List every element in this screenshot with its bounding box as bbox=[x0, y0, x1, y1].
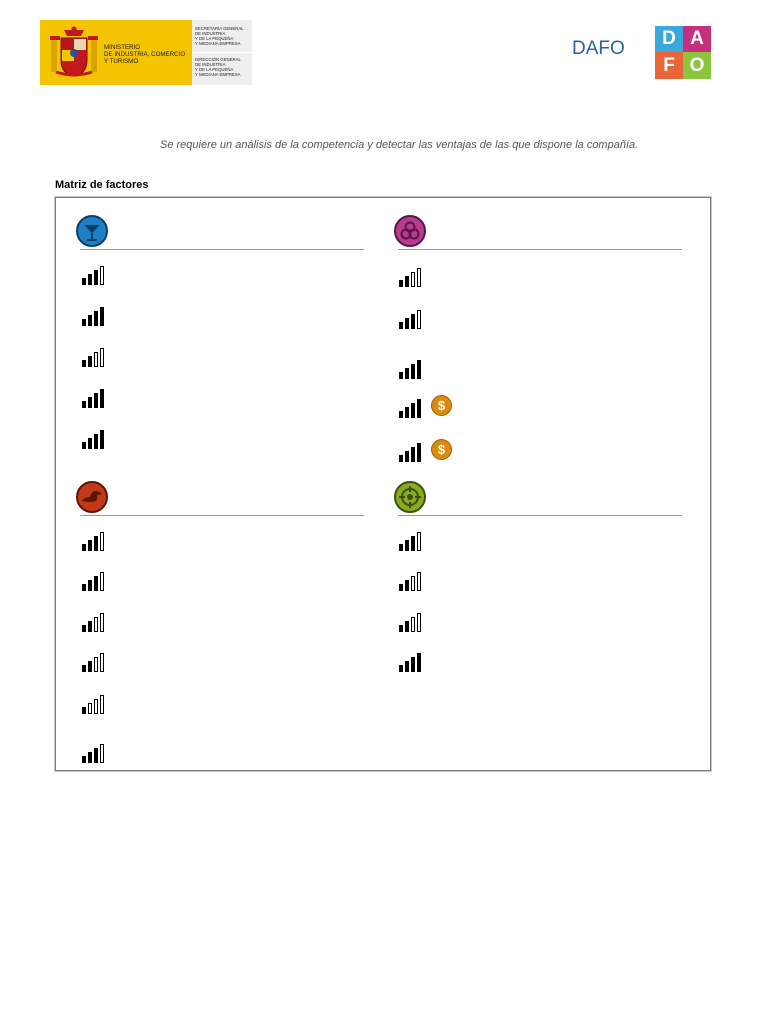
signal-bar bbox=[82, 278, 86, 285]
coin-symbol: $ bbox=[437, 398, 446, 413]
signal-bar bbox=[417, 653, 421, 672]
section-divider bbox=[398, 515, 682, 516]
signal-bars-icon bbox=[399, 442, 427, 462]
signal-bar bbox=[100, 744, 104, 763]
signal-bar bbox=[94, 393, 98, 408]
signal-bars-icon bbox=[82, 612, 110, 632]
signal-bar bbox=[411, 447, 415, 462]
signal-bar bbox=[82, 360, 86, 367]
signal-bar bbox=[82, 756, 86, 763]
ministry-name: MINISTERIO DE INDUSTRIA, COMERCIO Y TURISMO bbox=[104, 44, 186, 65]
signal-bar bbox=[82, 665, 86, 672]
signal-bar bbox=[417, 532, 421, 551]
signal-bar bbox=[405, 451, 409, 462]
signal-bars-icon bbox=[399, 531, 427, 551]
signal-bar bbox=[82, 401, 86, 408]
signal-bar bbox=[405, 276, 409, 287]
signal-bar bbox=[88, 752, 92, 763]
signal-bar bbox=[411, 657, 415, 672]
signal-bar bbox=[417, 613, 421, 632]
signal-bar bbox=[405, 580, 409, 591]
signal-bars-icon bbox=[399, 571, 427, 591]
signal-bar bbox=[399, 584, 403, 591]
page-title: DAFO bbox=[572, 38, 625, 59]
signal-bar bbox=[94, 657, 98, 672]
signal-bar bbox=[405, 407, 409, 418]
signal-bar bbox=[88, 540, 92, 551]
signal-bar bbox=[88, 397, 92, 408]
signal-bars-icon bbox=[82, 743, 110, 763]
signal-bar bbox=[88, 315, 92, 326]
signal-bar bbox=[411, 272, 415, 287]
matrix-label: Matriz de factores bbox=[55, 179, 149, 191]
signal-bars-icon bbox=[399, 267, 427, 287]
signal-bars-icon bbox=[82, 694, 110, 714]
signal-bars-icon bbox=[82, 306, 110, 326]
coin-icon bbox=[431, 439, 452, 460]
signal-bar bbox=[100, 653, 104, 672]
signal-bar bbox=[399, 411, 403, 418]
signal-bar bbox=[399, 280, 403, 287]
signal-bar bbox=[411, 364, 415, 379]
signal-bars-icon bbox=[399, 309, 427, 329]
signal-bar bbox=[399, 625, 403, 632]
signal-bar bbox=[417, 443, 421, 462]
signal-bar bbox=[411, 617, 415, 632]
signal-bar bbox=[405, 540, 409, 551]
signal-bar bbox=[411, 536, 415, 551]
signal-bars-icon bbox=[399, 398, 427, 418]
signal-bar bbox=[100, 572, 104, 591]
signal-bar bbox=[82, 584, 86, 591]
signal-bar bbox=[88, 438, 92, 449]
signal-bar bbox=[411, 576, 415, 591]
signal-bar bbox=[417, 360, 421, 379]
coin-symbol: $ bbox=[437, 442, 446, 457]
divider bbox=[192, 52, 252, 53]
signal-bar bbox=[94, 576, 98, 591]
signal-bar bbox=[100, 430, 104, 449]
factor-matrix bbox=[55, 197, 711, 771]
dafo-logo-letter-o: O bbox=[683, 52, 711, 79]
signal-bar bbox=[94, 617, 98, 632]
signal-bar bbox=[100, 307, 104, 326]
signal-bar bbox=[94, 434, 98, 449]
signal-bars-icon bbox=[82, 347, 110, 367]
signal-bar bbox=[411, 403, 415, 418]
flexed-arm-icon bbox=[76, 481, 108, 513]
signal-bar bbox=[88, 580, 92, 591]
signal-bar bbox=[88, 356, 92, 367]
dafo-logo bbox=[655, 26, 711, 79]
signal-bar bbox=[94, 536, 98, 551]
government-logo bbox=[40, 20, 252, 85]
signal-bars-icon bbox=[82, 571, 110, 591]
cocktail-glass-icon bbox=[76, 215, 108, 247]
dafo-logo-letter-d: D bbox=[655, 26, 683, 52]
signal-bar bbox=[405, 621, 409, 632]
signal-bars-icon bbox=[82, 652, 110, 672]
signal-bars-icon bbox=[399, 612, 427, 632]
ministry-logo-block bbox=[40, 20, 192, 85]
secretaria-block bbox=[192, 20, 252, 85]
signal-bar bbox=[88, 661, 92, 672]
signal-bar bbox=[399, 322, 403, 329]
secretaria-text: SECRETARÍA GENERAL DE INDUSTRIA Y DE LA PEQUEÑA Y MEDIANA EMPRESA bbox=[195, 26, 244, 46]
signal-bar bbox=[88, 621, 92, 632]
coin-icon bbox=[431, 395, 452, 416]
signal-bar bbox=[100, 613, 104, 632]
signal-bar bbox=[399, 455, 403, 462]
signal-bar bbox=[82, 707, 86, 714]
dafo-logo-letter-a: A bbox=[683, 26, 711, 52]
signal-bar bbox=[100, 348, 104, 367]
signal-bar bbox=[100, 532, 104, 551]
intro-text: Se requiere un análisis de la competencia y detectar las ventajas de las que dispone la compañía. bbox=[160, 139, 639, 151]
signal-bar bbox=[82, 319, 86, 326]
signal-bar bbox=[399, 544, 403, 551]
signal-bars-icon bbox=[82, 429, 110, 449]
signal-bar bbox=[100, 266, 104, 285]
signal-bar bbox=[405, 661, 409, 672]
signal-bars-icon bbox=[399, 359, 427, 379]
signal-bars-icon bbox=[82, 265, 110, 285]
signal-bar bbox=[82, 625, 86, 632]
signal-bar bbox=[94, 699, 98, 714]
section-divider bbox=[80, 249, 364, 250]
signal-bar bbox=[399, 372, 403, 379]
signal-bar bbox=[405, 368, 409, 379]
signal-bar bbox=[399, 665, 403, 672]
signal-bar bbox=[417, 310, 421, 329]
signal-bar bbox=[88, 703, 92, 714]
signal-bar bbox=[100, 389, 104, 408]
signal-bar bbox=[82, 442, 86, 449]
coat-of-arms-icon bbox=[48, 26, 100, 80]
section-divider bbox=[80, 515, 364, 516]
signal-bar bbox=[94, 748, 98, 763]
signal-bar bbox=[417, 268, 421, 287]
direccion-text: DIRECCIÓN GENERAL DE INDUSTRIA Y DE LA PEQUEÑA Y MEDIANA EMPRESA bbox=[195, 57, 241, 77]
signal-bar bbox=[405, 318, 409, 329]
signal-bars-icon bbox=[399, 652, 427, 672]
signal-bar bbox=[82, 544, 86, 551]
signal-bar bbox=[94, 270, 98, 285]
dafo-logo-letter-f: F bbox=[655, 52, 683, 79]
section-divider bbox=[398, 249, 682, 250]
signal-bar bbox=[417, 399, 421, 418]
signal-bar bbox=[100, 695, 104, 714]
biohazard-icon bbox=[394, 215, 426, 247]
target-icon bbox=[394, 481, 426, 513]
signal-bar bbox=[411, 314, 415, 329]
signal-bars-icon bbox=[82, 531, 110, 551]
signal-bars-icon bbox=[82, 388, 110, 408]
signal-bar bbox=[94, 352, 98, 367]
signal-bar bbox=[417, 572, 421, 591]
signal-bar bbox=[94, 311, 98, 326]
signal-bar bbox=[88, 274, 92, 285]
